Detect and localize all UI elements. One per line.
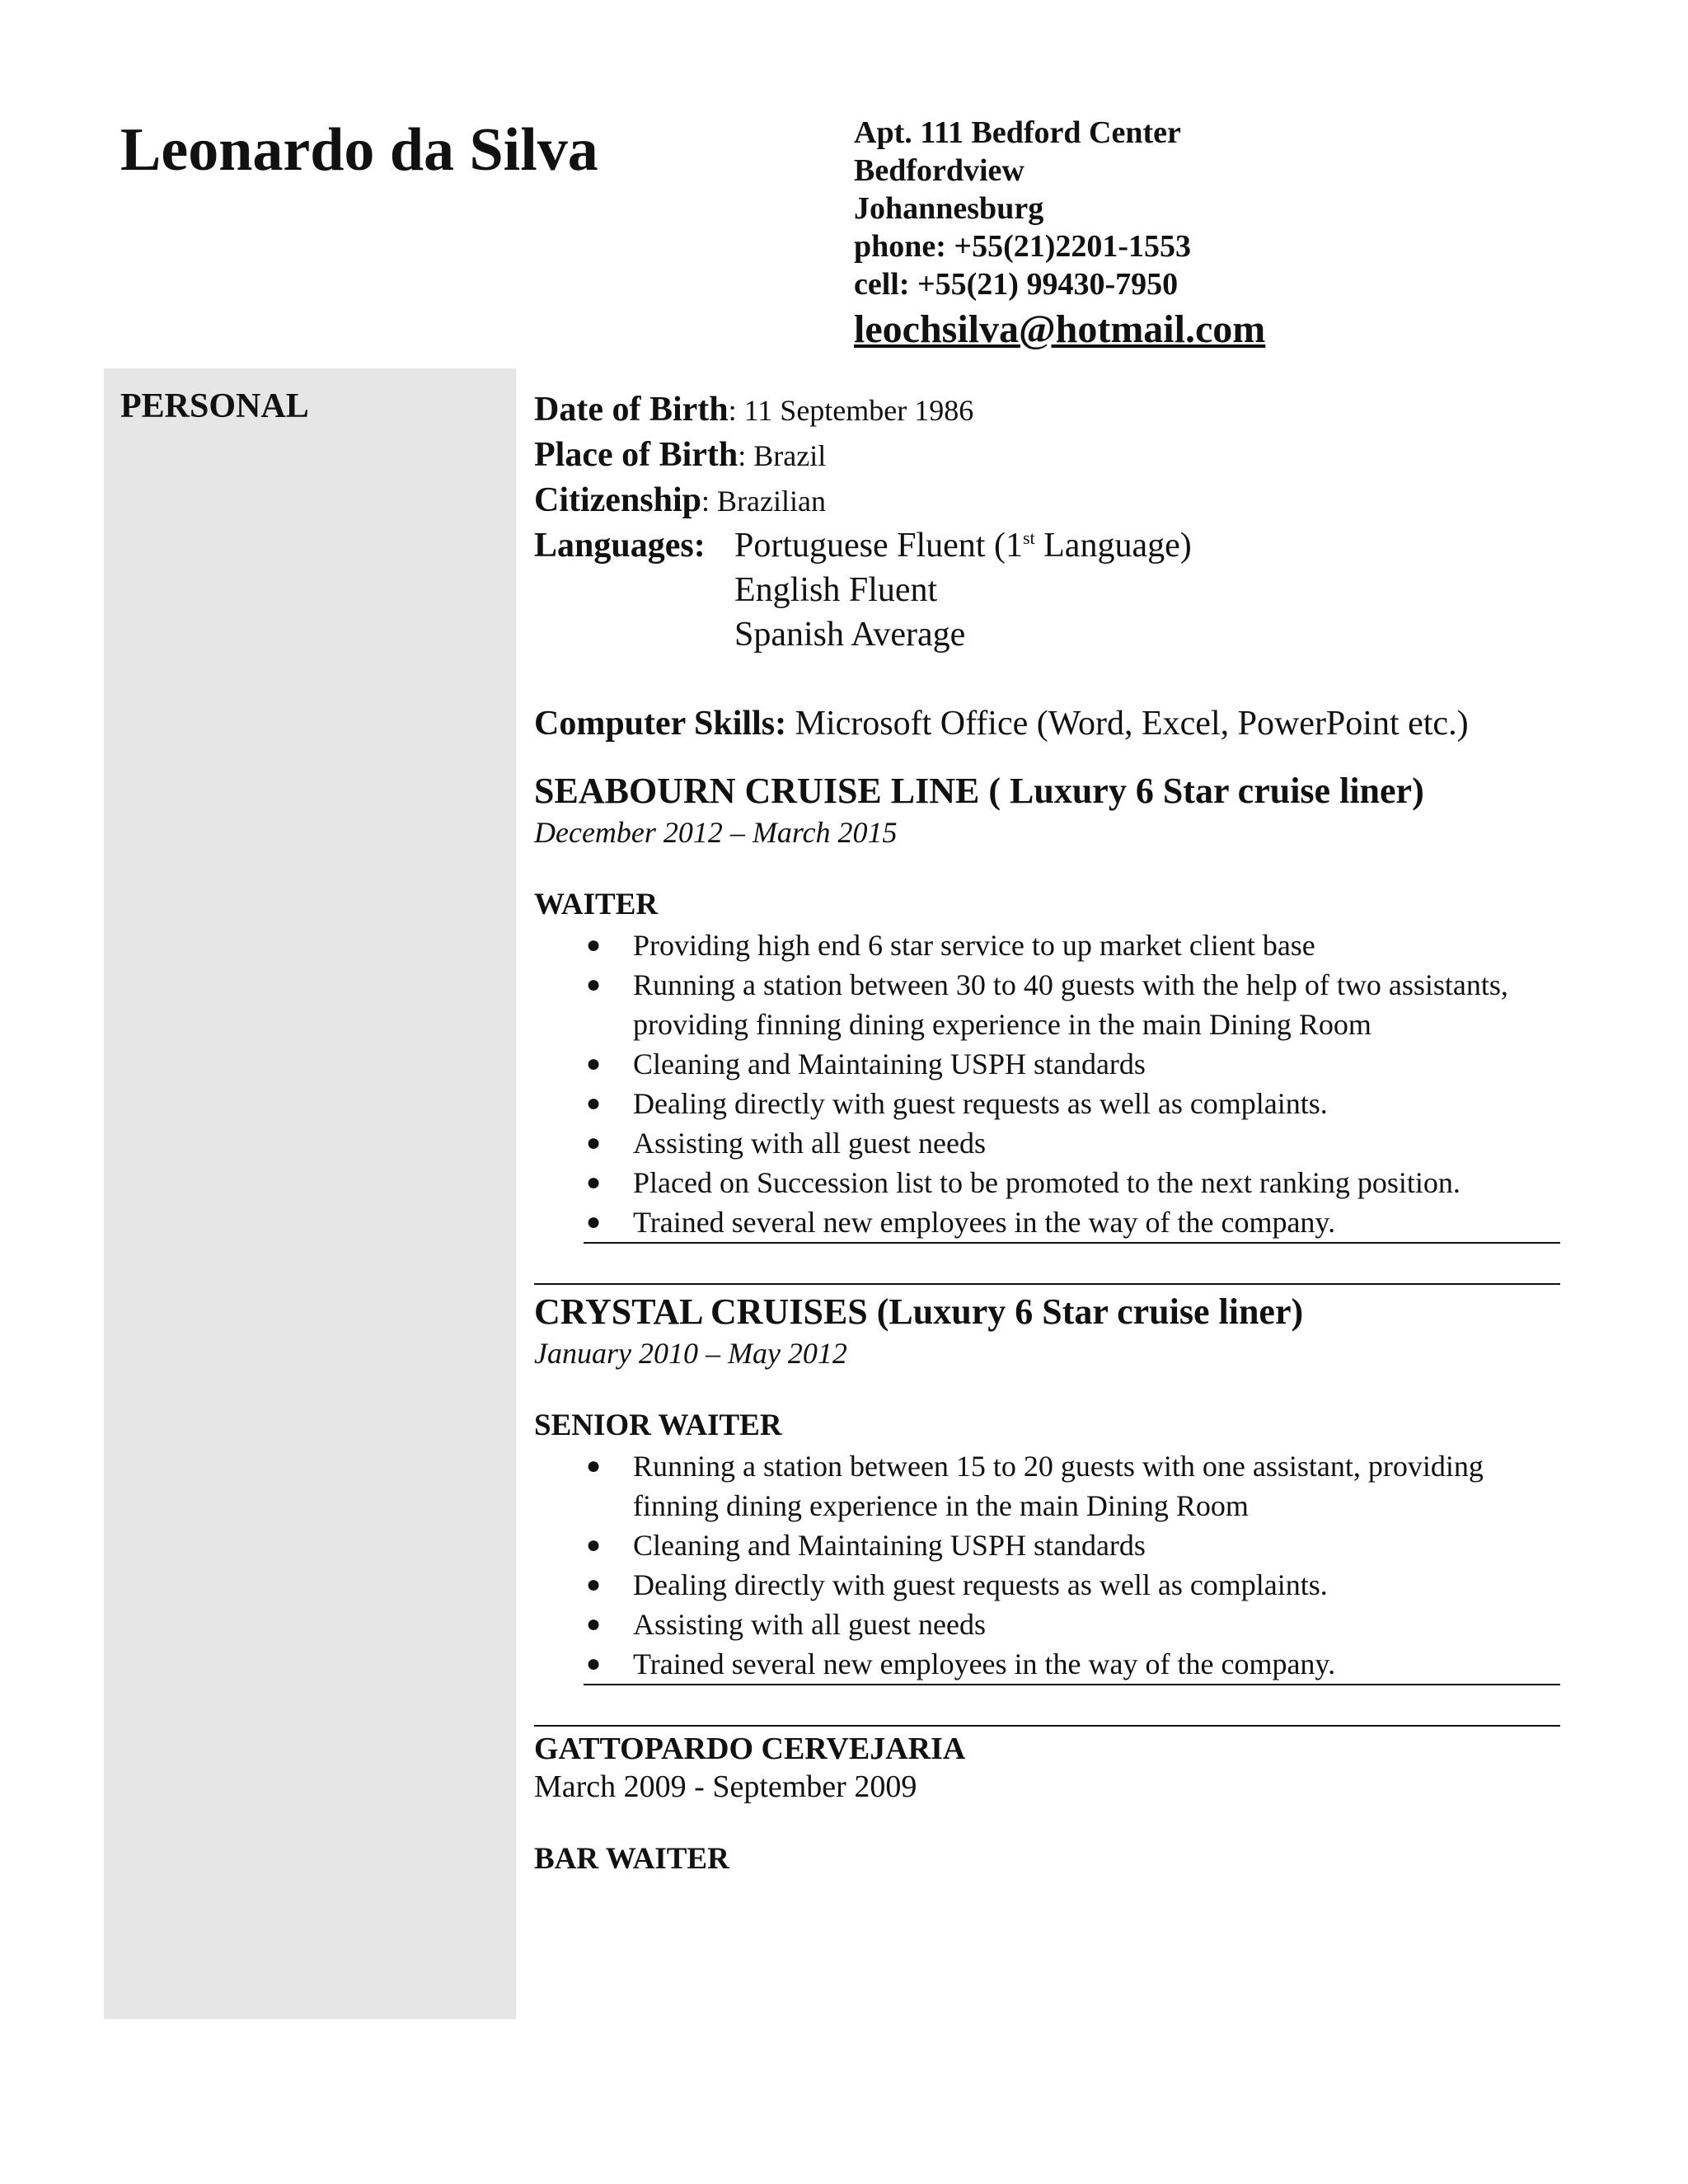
bullet-icon: ● [586, 971, 602, 998]
bullet-icon: ● [586, 1650, 602, 1677]
list-item: ● Trained several new employees in the way of the company. [534, 1202, 1560, 1242]
bullet-icon: ● [586, 1050, 602, 1077]
list-item: ● Running a station between 30 to 40 guests with the help of two assistants, providing finning dining experience in the main Dining Room [534, 965, 1560, 1044]
address-line: Apt. 111 Bedford Center [854, 115, 1181, 150]
job-dates: March 2009 - September 2009 [534, 1769, 917, 1804]
duties-list [534, 1446, 1560, 1684]
job-company: CRYSTAL CRUISES (Luxury 6 Star cruise liner) [534, 1291, 1304, 1332]
address-line: Johannesburg [854, 191, 1044, 226]
languages-label: Languages: [534, 527, 706, 565]
bullet-icon: ● [586, 1452, 602, 1479]
dob-label: Date of Birth [534, 391, 729, 429]
list-item: ● Placed on Succession list to be promoted to the next ranking position. [534, 1163, 1560, 1202]
bullet-icon: ● [586, 1610, 602, 1638]
dob-value: : 11 September 1986 [728, 394, 974, 427]
email-link[interactable]: leochsilva@hotmail.com [854, 307, 1266, 351]
job-dates: January 2010 – May 2012 [534, 1337, 847, 1370]
job-entry [534, 1730, 1560, 1878]
main-content [534, 387, 1560, 1878]
list-item: ● Cleaning and Maintaining USPH standards [534, 1526, 1560, 1565]
citizenship-label: Citizenship [534, 481, 702, 519]
duties-list [534, 926, 1560, 1242]
address-line: Bedfordview [854, 153, 1025, 188]
list-item: ● Assisting with all guest needs [534, 1123, 1560, 1163]
phone-line: phone: +55(21)2201-1553 [854, 229, 1192, 264]
job-role: SENIOR WAITER [534, 1408, 782, 1442]
list-item: ● Cleaning and Maintaining USPH standards [534, 1044, 1560, 1084]
language-portuguese: Portuguese Fluent (1st Language) [734, 527, 1192, 565]
bullet-icon: ● [586, 1129, 602, 1156]
list-item: ● Providing high end 6 star service to up market client base [534, 926, 1560, 965]
bullet-icon: ● [586, 931, 602, 958]
bullet-icon: ● [586, 1531, 602, 1558]
list-item: ● Trained several new employees in the way of the company. [534, 1644, 1560, 1684]
citizenship-value: : Brazilian [701, 485, 826, 518]
section-label-personal: PERSONAL [120, 387, 309, 425]
list-item: ● Assisting with all guest needs [534, 1605, 1560, 1644]
language-spanish: Spanish Average [734, 616, 966, 654]
computer-skills [534, 701, 1560, 746]
language-english: English Fluent [734, 571, 938, 609]
date-of-birth [534, 387, 1560, 433]
contact-block [854, 114, 1265, 354]
job-company: SEABOURN CRUISE LINE ( Luxury 6 Star cruise liner) [534, 771, 1424, 811]
list-item: ● Running a station between 15 to 20 guests with one assistant, providing finning dining experience in the main Dining Room [534, 1446, 1560, 1526]
list-item: ● Dealing directly with guest requests as well as complaints. [534, 1565, 1560, 1605]
pob-value: : Brazil [738, 439, 827, 472]
languages [534, 523, 1560, 657]
job-entry [534, 769, 1560, 1244]
pob-label: Place of Birth [534, 436, 738, 474]
candidate-name: Leonardo da Silva [120, 116, 598, 184]
bullet-icon: ● [586, 1169, 602, 1196]
job-company: GATTOPARDO CERVEJARIA [534, 1732, 966, 1766]
skills-label: Computer Skills: [534, 705, 787, 743]
bullet-icon: ● [586, 1090, 602, 1117]
divider [584, 1242, 1560, 1244]
citizenship [534, 478, 1560, 523]
bullet-icon: ● [586, 1208, 602, 1235]
divider [534, 1283, 1560, 1285]
divider [584, 1684, 1560, 1685]
cell-line: cell: +55(21) 99430-7950 [854, 267, 1179, 302]
job-entry [534, 1290, 1560, 1685]
place-of-birth [534, 433, 1560, 478]
skills-value: Microsoft Office (Word, Excel, PowerPoint etc.) [786, 705, 1469, 743]
job-role: BAR WAITER [534, 1842, 729, 1876]
section-sidebar [104, 368, 516, 2019]
job-role: WAITER [534, 888, 659, 921]
bullet-icon: ● [586, 1571, 602, 1598]
job-dates: December 2012 – March 2015 [534, 816, 898, 849]
divider [534, 1725, 1560, 1727]
list-item: ● Dealing directly with guest requests as well as complaints. [534, 1084, 1560, 1123]
